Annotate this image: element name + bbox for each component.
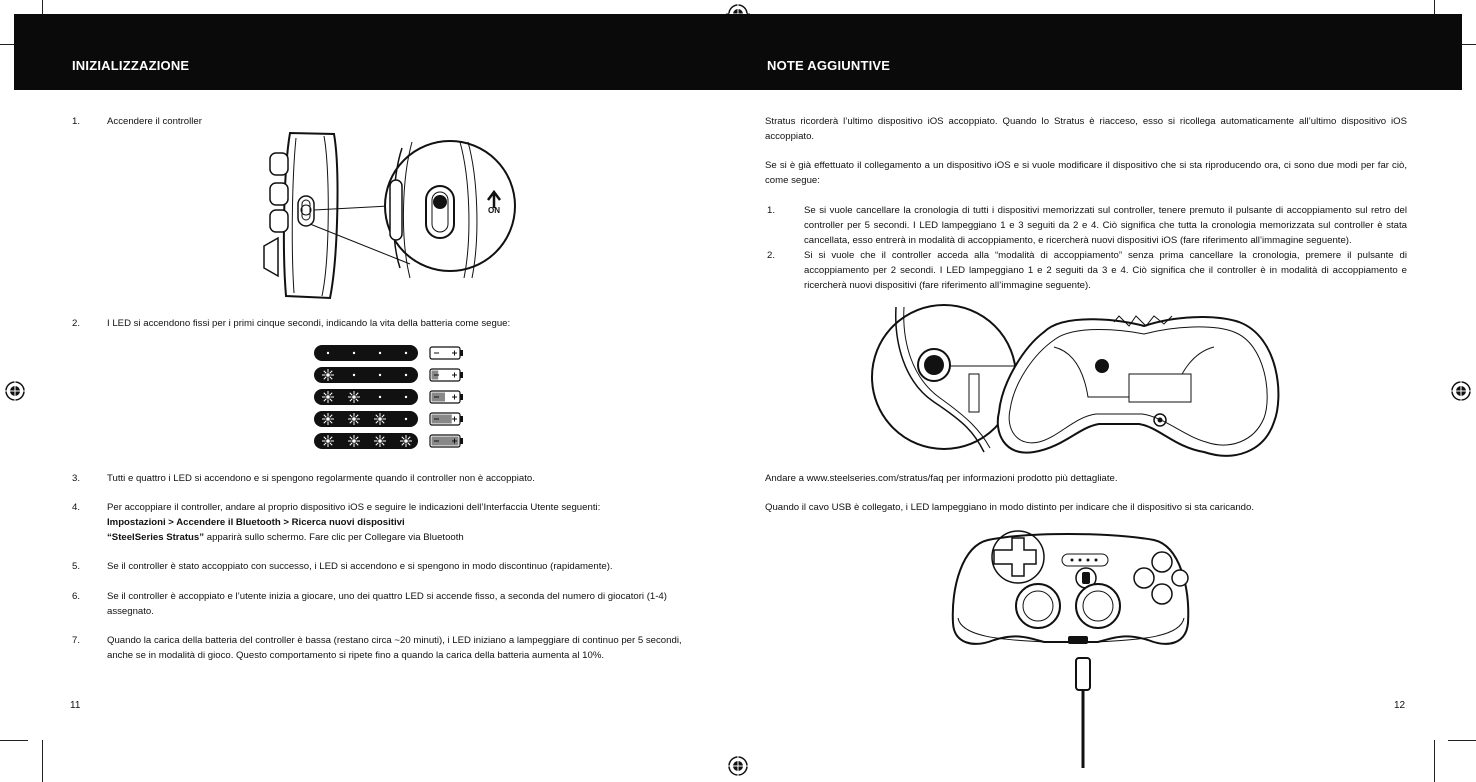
crop-mark — [42, 740, 43, 782]
led-row — [314, 367, 463, 383]
step-text: Quando la carica della batteria del controller è bassa (restano circa ~20 minuti), i LED iniziano a lampeggiare di continuo per 5 secondi, — [107, 635, 682, 646]
led-row — [314, 433, 463, 449]
led-bar — [314, 345, 418, 361]
step-text-rest: apparirà sullo schermo. Fare clic per Collegare via Bluetooth — [204, 532, 464, 543]
step-text-line — [107, 530, 464, 545]
step-number: 1. — [72, 116, 81, 127]
page-number-left: 11 — [70, 700, 81, 711]
crop-mark — [1434, 0, 1435, 14]
led-on-icon — [322, 413, 334, 425]
led-on-icon — [322, 435, 334, 447]
led-on-icon — [348, 435, 360, 447]
led-row — [314, 345, 463, 361]
led-on-icon — [322, 369, 334, 381]
step-path: Impostazioni > Accendere il Bluetooth > Ricerca nuovi dispositivi — [107, 517, 405, 528]
step-number: 3. — [72, 473, 81, 484]
led-off-icon — [353, 374, 355, 376]
device-name: “SteelSeries Stratus” — [107, 532, 205, 543]
right-header-title: NOTE AGGIUNTIVE — [767, 58, 891, 73]
crop-mark — [0, 740, 28, 741]
led-off-icon — [353, 352, 355, 354]
led-on-icon — [374, 435, 386, 447]
step-text: Tutti e quattro i LED si accendono e si spengono regolarmente quando il controller non è accoppiato. — [107, 473, 535, 484]
crop-mark — [1448, 740, 1476, 741]
step-text: Per accoppiare il controller, andare al proprio dispositivo iOS e seguire le indicazioni dell’Interfaccia Utente seguenti: — [107, 502, 601, 513]
item-number: 1. — [767, 205, 776, 216]
paragraph: Se si è già effettuato il collegamento a un dispositivo iOS e si vuole modificare il dispositivo che si sta riproducendo ora, ci sono due modi per far ciò, come segue: — [765, 160, 1407, 186]
step-text: Se il controller è stato accoppiato con successo, i LED si accendono e si spengono in modo discontinuo (rapidamente). — [107, 561, 613, 572]
faq-text: Andare a www.steelseries.com/stratus/faq per informazioni prodotto più dettagliate. — [765, 473, 1118, 484]
crop-mark — [0, 44, 14, 45]
led-on-icon — [322, 391, 334, 403]
step-text-line: assegnato. — [107, 606, 154, 617]
step-text: Se il controller è accoppiato e l’utente inizia a giocare, uno dei quattro LED si accende fisso, a seconda del numero di giocatori (1-4) — [107, 591, 667, 602]
right-header-banner — [709, 14, 1462, 90]
controller-usb-illustration — [948, 528, 1194, 768]
left-header-title: INIZIALIZZAZIONE — [72, 58, 190, 73]
led-battery-indicators — [314, 345, 474, 455]
step-number: 2. — [72, 318, 81, 329]
led-off-icon — [405, 374, 407, 376]
step-number: 5. — [72, 561, 81, 572]
led-on-icon — [348, 413, 360, 425]
led-off-icon — [379, 374, 381, 376]
led-off-icon — [405, 352, 407, 354]
crop-mark — [42, 0, 43, 14]
led-off-icon — [379, 352, 381, 354]
step-number: 4. — [72, 502, 81, 513]
registration-mark-icon — [1449, 379, 1473, 403]
left-header-banner — [14, 14, 737, 90]
on-label: ON — [488, 206, 500, 215]
step-number: 6. — [72, 591, 81, 602]
registration-mark-icon — [726, 754, 750, 778]
led-on-icon — [374, 413, 386, 425]
item-text: Se si vuole cancellare la cronologia di tutti i dispositivi memorizzati sul controller, tenere premuto il pulsante di accoppiamento sul retro del controller per 5 secondi. I LED lampeggiano 1 e 3 seguiti da 2 e 4. Ciò significa che tutta la cronologia memorizzata sul controller è stata cancellata, esso entrerà in modalità di accoppiamento, e ricercherà nuovi dispositivi iOS (fare riferimento all’immagine seguente). — [804, 205, 1407, 246]
page-number-right: 12 — [1394, 700, 1406, 711]
item-number: 2. — [767, 250, 776, 261]
step-text: I LED si accendono fissi per i primi cinque secondi, indicando la vita della batteria come segue: — [107, 318, 511, 329]
controller-back-illustration — [874, 302, 1284, 462]
paragraph: Stratus ricorderà l’ultimo dispositivo iOS accoppiato. Quando lo Stratus è riacceso, esso si ricollega automaticamente all’ultimo dispositivo iOS accoppiato. — [765, 116, 1407, 142]
led-off-icon — [405, 418, 407, 420]
registration-mark-icon — [3, 379, 27, 403]
led-off-icon — [327, 352, 329, 354]
led-on-icon — [400, 435, 412, 447]
usb-text: Quando il cavo USB è collegato, i LED lampeggiano in modo distinto per indicare che il dispositivo si sta caricando. — [765, 502, 1255, 513]
led-on-icon — [348, 391, 360, 403]
led-row — [314, 411, 463, 427]
step-text-line: anche se in modalità di gioco. Questo comportamento si ripete fino a quando la carica della batteria aumenta al 10%. — [107, 650, 605, 661]
step-text: Accendere il controller — [107, 116, 202, 127]
crop-mark — [1434, 740, 1435, 782]
item-text: Si si vuole che il controller acceda alla “modalità di accoppiamento” senza prima cancellare la cronologia, premere il pulsante di accoppiamento per 2 secondi. I LED lampeggiano 1 e 2 seguiti da 3 e 4. Ciò significa che il controller è in modalità di accoppiamento e ricercherà nuovi dispositivi (fare riferimento all’immagine seguente). — [804, 250, 1407, 291]
led-off-icon — [379, 396, 381, 398]
led-off-icon — [405, 396, 407, 398]
crop-mark — [1462, 44, 1476, 45]
led-row — [314, 389, 463, 405]
step-number: 7. — [72, 635, 81, 646]
